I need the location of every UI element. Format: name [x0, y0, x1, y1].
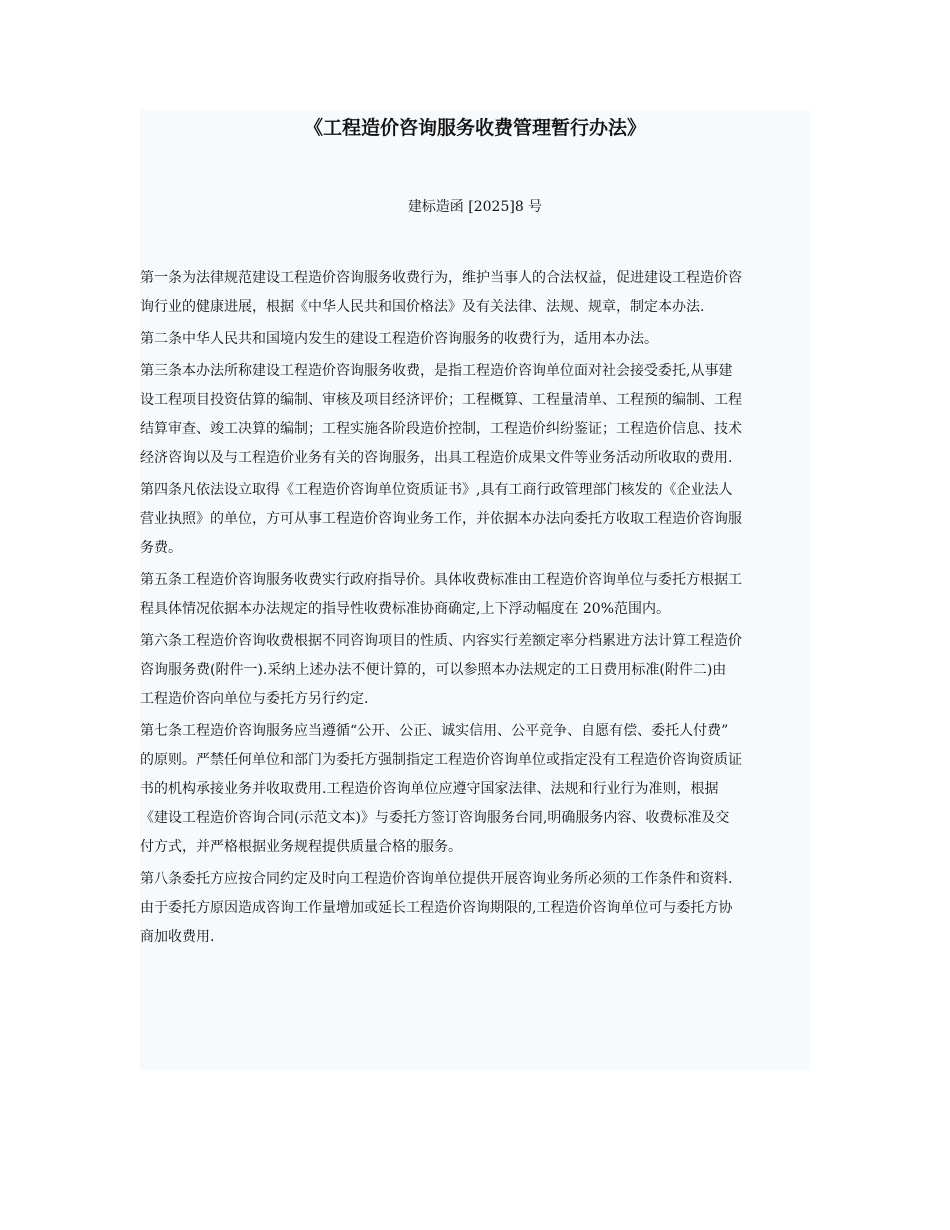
article-line: 的原则。严禁任何单位和部门为委托方强制指定工程造价咨询单位或指定没有工程造价咨询资质证	[140, 752, 742, 768]
article-3	[140, 357, 810, 473]
article-line: 商加收费用.	[140, 929, 215, 945]
article-line: 第三条本办法所称建设工程造价咨询服务收费，是指工程造价咨询单位面对社会接受委托,从事建	[140, 363, 733, 379]
article-line: 工程造价咨向单位与委托方另行约定.	[140, 691, 369, 707]
article-line: 务费。	[140, 540, 182, 556]
article-5	[140, 566, 810, 624]
article-line: 第五条工程造价咨询服务收费实行政府指导价。具体收费标准由工程造价咨询单位与委托方根据工	[140, 572, 742, 588]
article-line: 第一条为法律规范建设工程造价咨询服务收费行为，维护当事人的合法权益，促进建设工程造价咨	[140, 270, 742, 286]
article-2	[140, 325, 810, 354]
article-4	[140, 476, 810, 563]
article-8	[140, 865, 810, 952]
document-body	[140, 264, 810, 955]
document-title: 《工程造价咨询服务收费管理暂行办法》	[303, 117, 646, 139]
article-line: 第二条中华人民共和国境内发生的建设工程造价咨询服务的收费行为，适用本办法。	[140, 331, 658, 347]
article-line: 询行业的健康进展，根据《中华人民共和国价格法》及有关法律、法规、规章，制定本办法.	[140, 299, 705, 315]
article-line: 程具体情况依据本办法规定的指导性收费标准协商确定,上下浮动幅度在 20%范围内。	[140, 601, 671, 617]
article-line: 由于委托方原因造成咨询工作量增加或延长工程造价咨询期限的,工程造价咨询单位可与委托方协	[140, 900, 733, 916]
document-number: 建标造函 [2025]8 号	[407, 199, 543, 215]
article-line: 经济咨询以及与工程造价业务有关的咨询服务，出具工程造价成果文件等业务活动所收取的费用.	[140, 450, 733, 466]
article-line: 付方式，并严格根据业务规程提供质量合格的服务。	[140, 839, 462, 855]
article-line: 第七条工程造价咨询服务应当遵循“公开、公正、诚实信用、公平竞争、自愿有偿、委托人付费”	[140, 723, 729, 739]
article-line: 《建设工程造价咨询合同(示范文本)》与委托方签订咨询服务台同,明确服务内容、收费标准及交	[140, 810, 730, 826]
article-line: 咨询服务费(附件一).采纳上述办法不便计算的，可以参照本办法规定的工日费用标准(附件二)由	[140, 662, 727, 678]
article-line: 结算审查、竣工决算的编制；工程实施各阶段造价控制，工程造价纠纷鉴证；工程造价信息、技术	[140, 421, 742, 437]
article-line: 第六条工程造价咨询收费根据不同咨询项目的性质、内容实行差额定率分档累进方法计算工程造价	[140, 633, 742, 649]
article-7	[140, 717, 810, 862]
article-line: 书的机构承接业务并收取费用.工程造价咨询单位应遵守国家法律、法规和行业行为准则，根据	[140, 781, 719, 797]
article-1	[140, 264, 810, 322]
article-6	[140, 627, 810, 714]
article-line: 第四条凡依法设立取得《工程造价咨询单位资质证书》,具有工商行政管理部门核发的《企业法人	[140, 482, 733, 498]
article-line: 营业执照》的单位，方可从事工程造价咨询业务工作，并依据本办法向委托方收取工程造价咨询服	[140, 511, 742, 527]
article-line: 第八条委托方应按合同约定及时向工程造价咨询单位提供开展咨询业务所必须的工作条件和资料.	[140, 871, 733, 887]
article-line: 设工程项目投资估算的编制、审核及项目经济评价；工程概算、工程量清单、工程预的编制、工程	[140, 392, 742, 408]
